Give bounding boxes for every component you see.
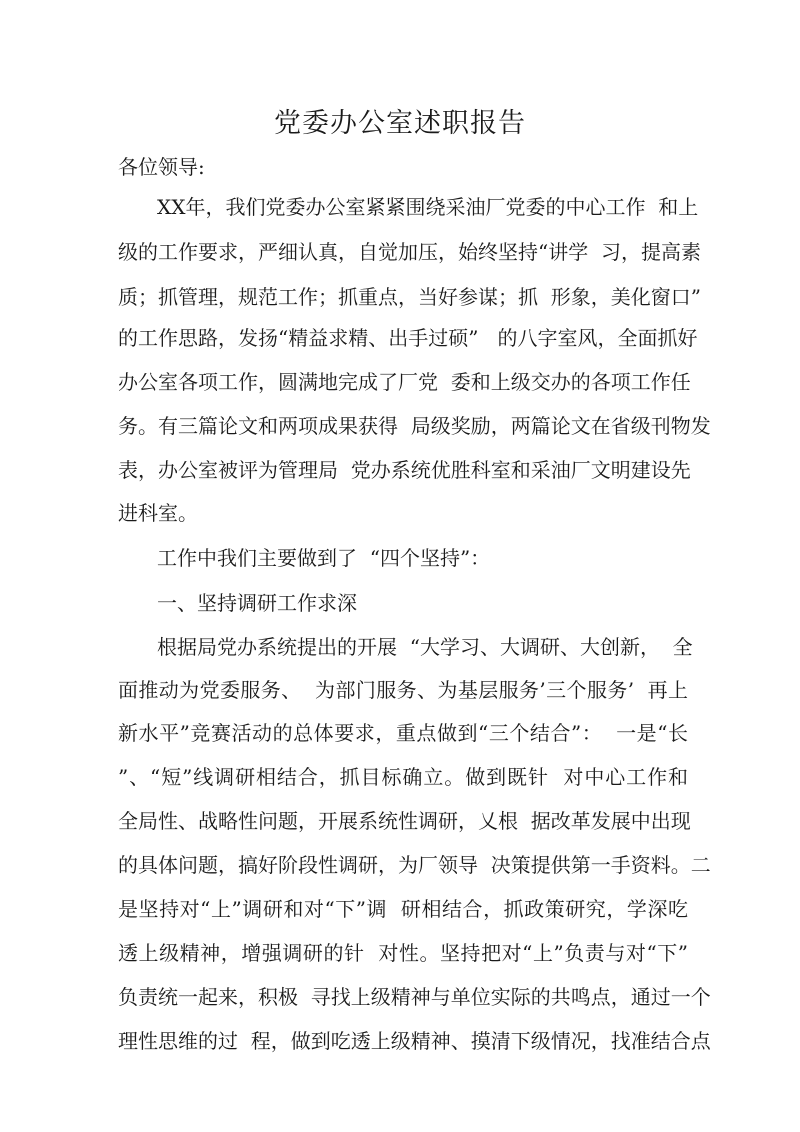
paragraph-line: 是坚持对“上”调研和对“下”调 研相结合，抓政策研究，学深吃 xyxy=(118,897,688,921)
paragraph-line: 新水平”竞赛活动的总体要求，重点做到“三个结合”： 一是“长 xyxy=(118,721,688,745)
paragraph-line: 质；抓管理，规范工作；抓重点，当好参谋；抓 形象，美化窗口” xyxy=(118,285,701,309)
paragraph-line: 全局性、战略性问题，开展系统性调研，乂根 据改革发展中出现 xyxy=(118,809,691,833)
paragraph-line: XX年，我们党委办公室紧紧围绕采油厂党委的中心工作 和上 xyxy=(157,195,699,219)
paragraph-line: 透上级精神，增强调研的针 对性。坚持把对“上”负责与对“下” xyxy=(118,941,688,965)
salutation: 各位领导: xyxy=(118,155,205,179)
paragraph-line: 表，办公室被评为管理局 党办系统优胜科室和采油厂文明建设先 xyxy=(118,458,691,482)
paragraph-line: 级的工作要求，严细认真，自觉加压，始终坚持“讲学 习，提高素 xyxy=(118,240,701,264)
paragraph-line: 的工作思路，发扬“精益求精、出手过硕” 的八字室风，全面抓好 xyxy=(118,326,698,350)
paragraph-line: ”、“短”线调研相结合，抓目标确立。做到既针 对中心工作和 xyxy=(118,765,688,789)
paragraph-line: 办公室各项工作，圆满地完成了厂党 委和上级交办的各项工作任 xyxy=(118,370,691,394)
paragraph-line: 务。有三篇论文和两项成果获得 局级奖励，两篇论文在省级刊物发 xyxy=(118,414,711,438)
paragraph-line: 负责统一起来，积极 寻找上级精神与单位实际的共鸣点，通过一个 xyxy=(118,985,711,1009)
paragraph-line: 理性思维的过 程，做到吃透上级精神、摸清下级情况，找准结合点 xyxy=(118,1029,711,1053)
paragraph-line: 根据局党办系统提出的开展 “大学习、大调研、大创新， 全 xyxy=(157,635,693,659)
paragraph-line: 面推动为党委服务、 为部门服务、为基层服务’三个服务’ 再上 xyxy=(118,678,688,702)
section-heading: 一、坚持调研工作求深 xyxy=(157,591,357,615)
paragraph-line: 的具体问题，搞好阶段性调研，为厂领导 决策提供第一手资料。二 xyxy=(118,853,711,877)
paragraph-line: 进科室。 xyxy=(118,501,198,525)
page-title: 党委办公室述职报告 xyxy=(274,108,526,139)
paragraph-line: 工作中我们主要做到了 “四个坚持”： xyxy=(157,546,491,570)
